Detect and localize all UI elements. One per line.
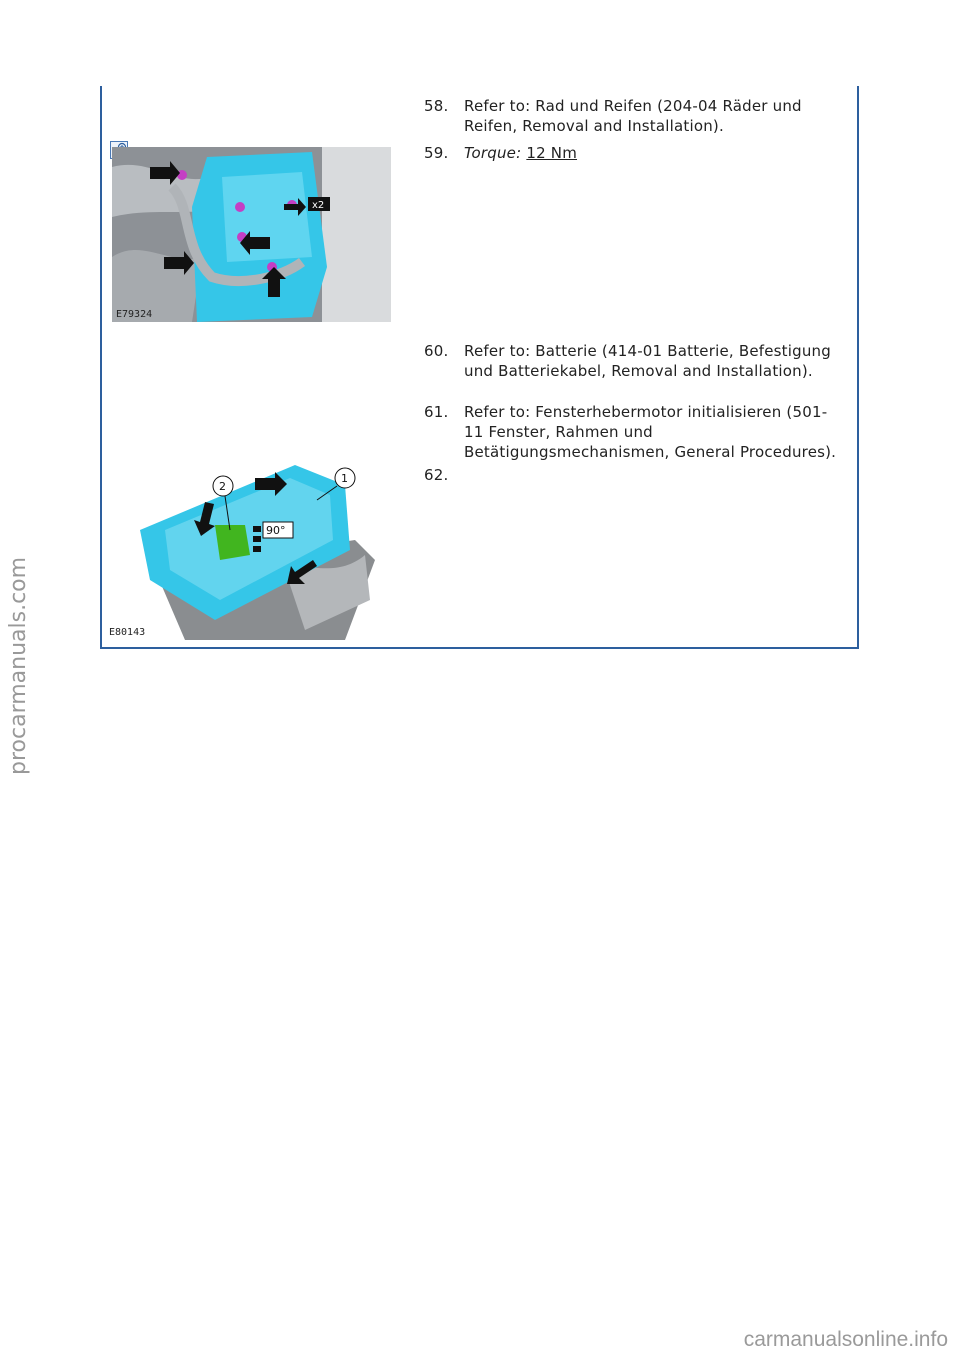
step-number: 62.	[424, 466, 449, 484]
step-59	[424, 143, 844, 163]
callout-1: 1	[341, 472, 348, 485]
callout-2: 2	[219, 480, 226, 493]
step-60	[424, 341, 844, 381]
figure-callout: x2	[312, 200, 325, 211]
step-number: 59.	[424, 144, 449, 162]
figure-label: E80143	[109, 627, 146, 638]
engine-cover-figure	[105, 460, 390, 640]
step-58	[424, 96, 844, 136]
step-text: Refer to: Batterie (414-01 Batterie, Befestigung und Batteriekabel, Removal and Installation).	[464, 342, 831, 380]
angle-label: 90°	[266, 524, 286, 537]
figure-label: E79324	[116, 309, 153, 320]
step-number: 60.	[424, 342, 449, 360]
step-text: Refer to: Rad und Reifen (204-04 Räder und Reifen, Removal and Installation).	[464, 97, 802, 135]
torque-label: Torque:	[464, 144, 522, 162]
step-text: Refer to: Fensterhebermotor initialisieren (501-11 Fenster, Rahmen und Betätigungsmechanismen, General Procedures).	[464, 403, 837, 461]
battery-tray-figure	[112, 147, 391, 322]
step-number: 58.	[424, 97, 449, 115]
torque-value[interactable]: 12 Nm	[526, 144, 578, 162]
step-62	[424, 465, 844, 485]
watermark-bottom: carmanualsonline.info	[743, 1328, 948, 1351]
step-number: 61.	[424, 403, 449, 421]
step-61	[424, 402, 844, 462]
watermark-left: procarmanuals.com	[6, 556, 31, 775]
